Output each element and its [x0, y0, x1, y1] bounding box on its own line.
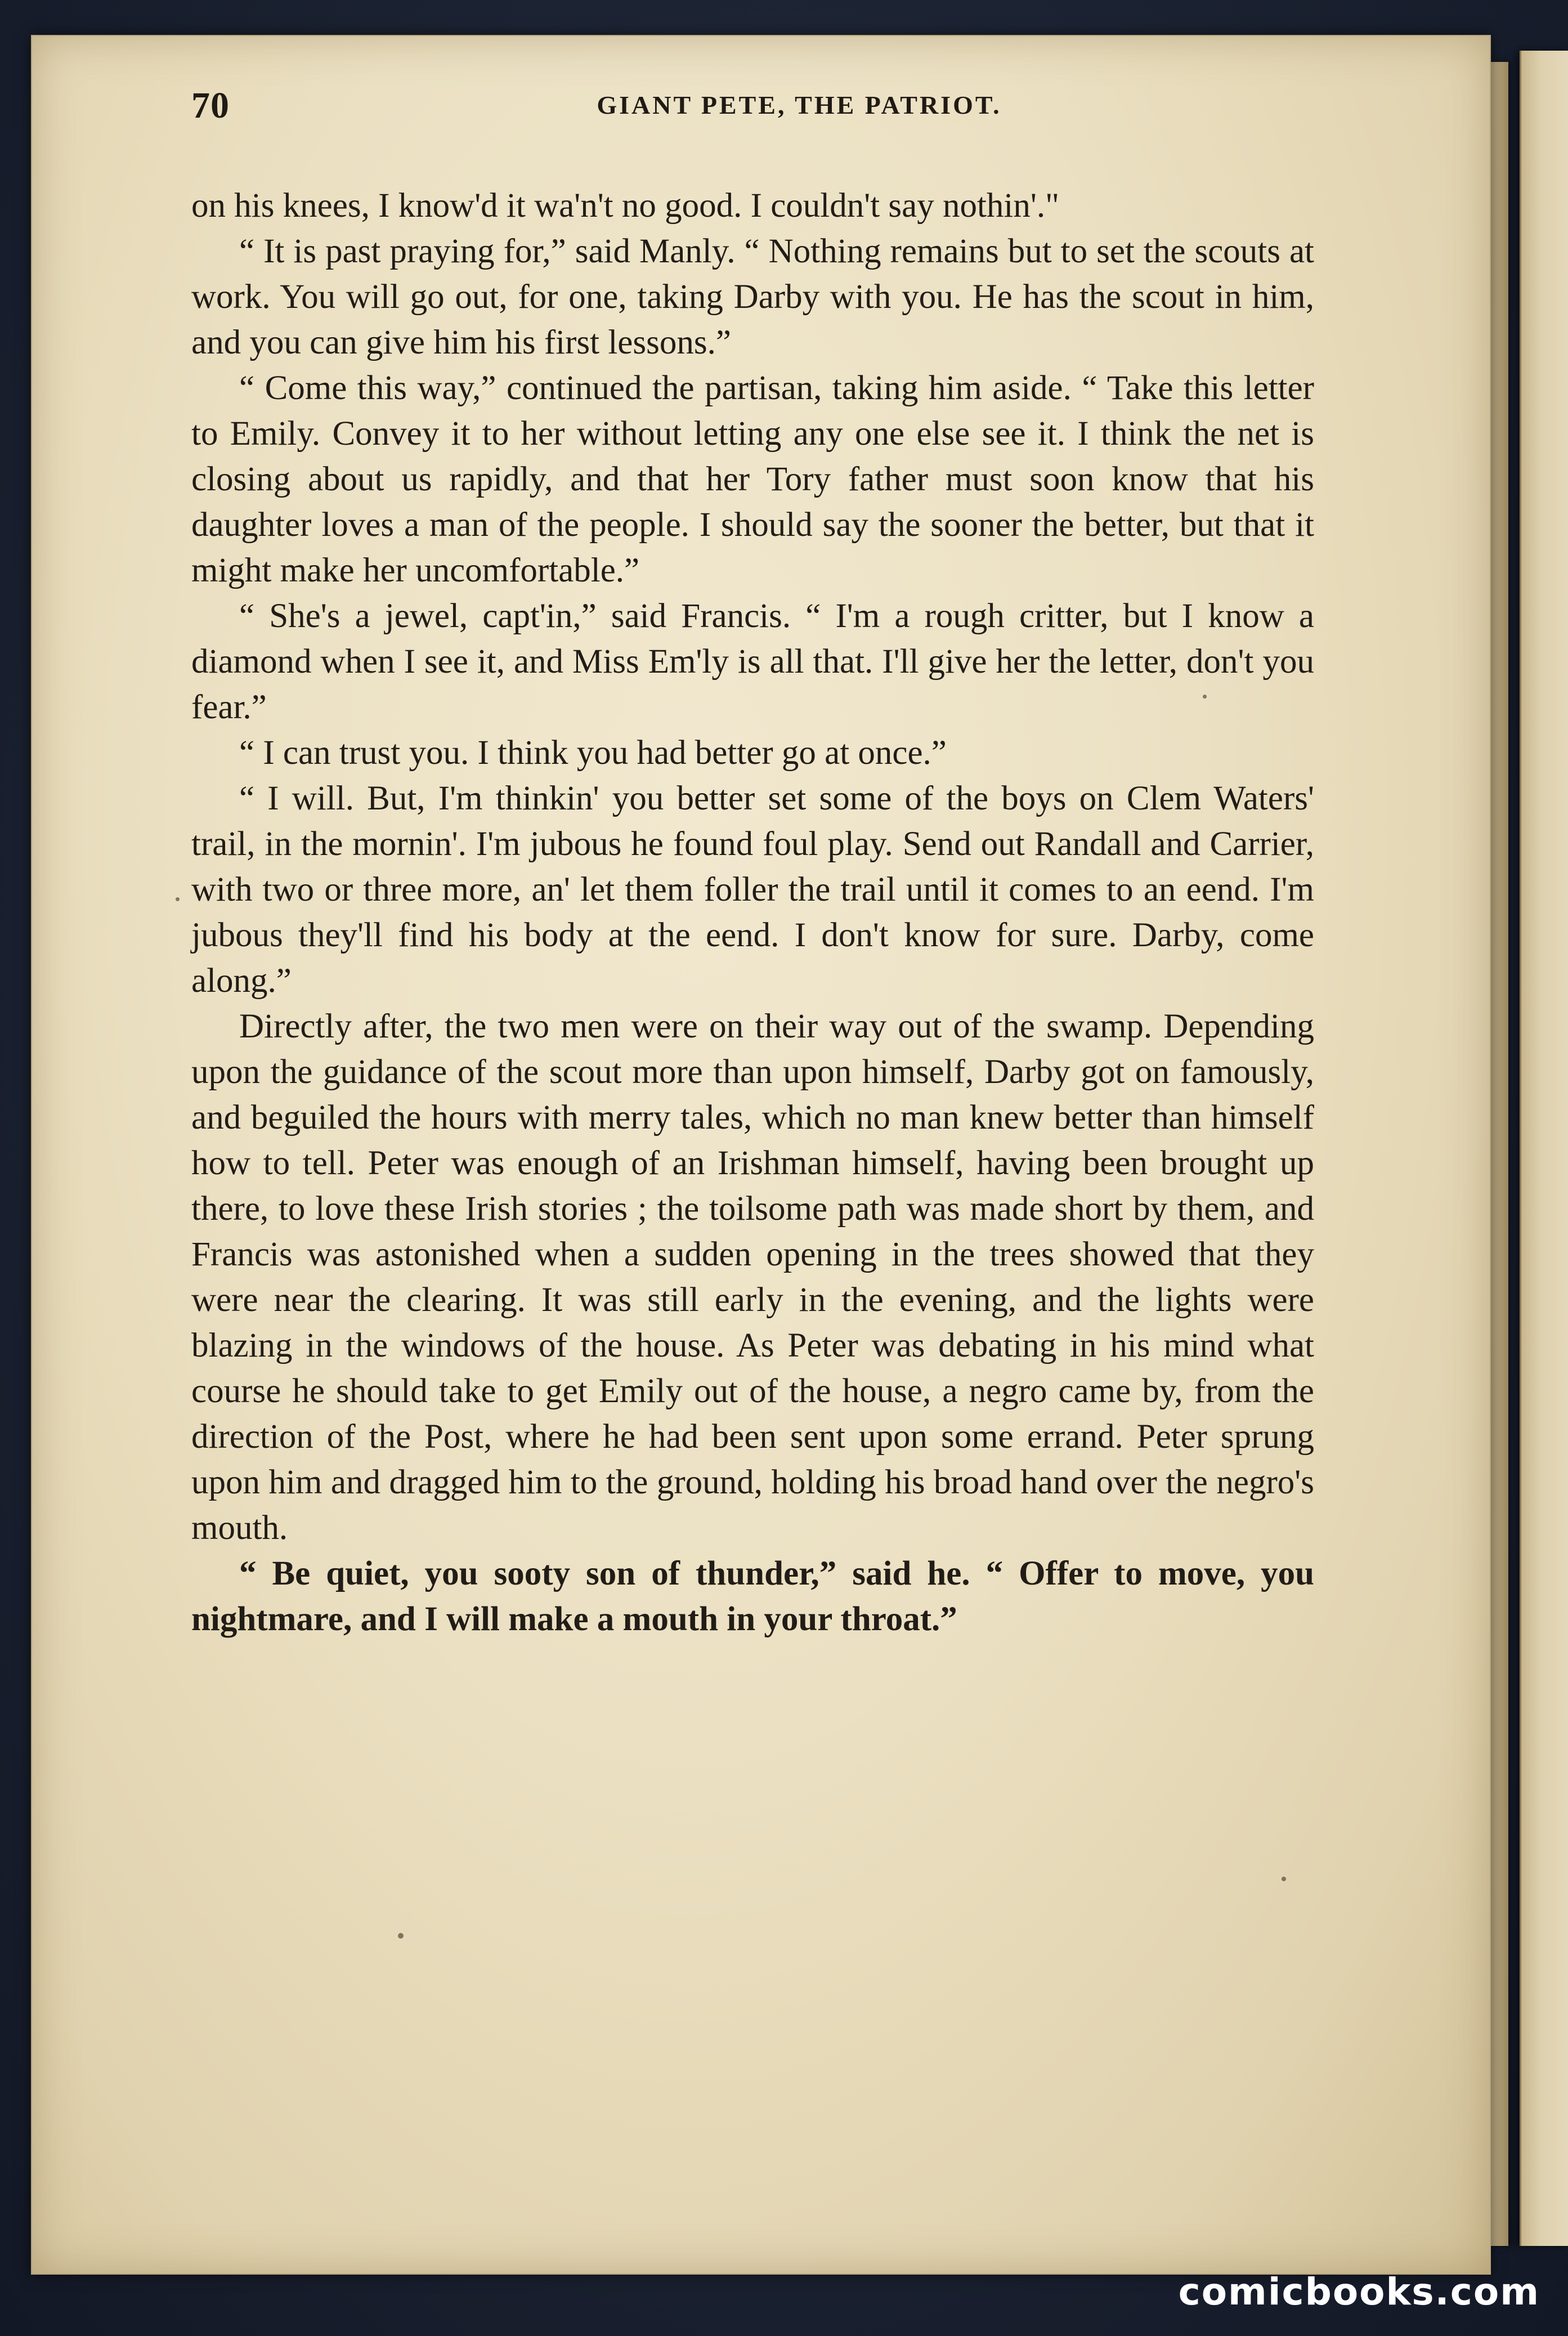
running-head — [191, 84, 1311, 129]
paragraph: “ Be quiet, you sooty son of thunder,” said he. “ Offer to move, you nightmare, and I will make a mouth in your throat.” — [191, 1555, 1314, 1638]
paper-speck — [398, 1933, 404, 1939]
paragraph: “ Come this way,” continued the partisan, taking him aside. “ Take this letter to Emily. Convey it to her without letting any one else see it. I think the net is closing about us rapidly, and that her Tory father must soon know that his daughter loves a man of the people. I should say the sooner the better, but that it might make her uncomfortable.” — [191, 369, 1314, 589]
site-watermark: comicbooks.com — [1178, 2270, 1540, 2313]
paper-speck — [1282, 1877, 1286, 1881]
running-title: GIANT PETE, THE PATRIOT. — [597, 91, 1002, 119]
paragraph: Directly after, the two men were on their way out of the swamp. Depending upon the guidance of the scout more than upon himself, Darby got on famously, and beguiled the hours with merry tales, which no man knew better than himself how to tell. Peter was enough of an Irishman himself, having been brought up there, to love these Irish stories ; the toilsome path was made short by them, and Francis was astonished when a sudden opening in the trees showed that they were near the clearing. It was still early in the evening, and the lights were blazing in the windows of the house. As Peter was debating in his mind what course he should take to get Emily out of the house, a negro came by, from the direction of the Post, where he had been sent upon some errand. Peter sprung upon him and dragged him to the ground, holding his broad hand over the negro's mouth. — [191, 1008, 1314, 1547]
paragraph: “ It is past praying for,” said Manly. “ Nothing remains but to set the scouts at work. You will go out, for one, taking Darby with you. He has the scout in him, and you can give him his first lessons.” — [191, 232, 1314, 361]
paragraph: on his knees, I know'd it wa'n't no good. I couldn't say nothin'." — [191, 187, 1060, 225]
facing-page-edge — [1520, 51, 1568, 2246]
page-number: 70 — [191, 85, 230, 126]
body-text — [191, 183, 1314, 1642]
paragraph: “ I can trust you. I think you had better go at once.” — [239, 734, 947, 772]
paper-speck — [176, 897, 180, 901]
paragraph: “ She's a jewel, capt'in,” said Francis. “ I'm a rough critter, but I know a diamond when I see it, and Miss Em'ly is all that. I'll give her the letter, don't you fear.” — [191, 597, 1314, 726]
paragraph: “ I will. But, I'm thinkin' you better set some of the boys on Clem Waters' trail, in the mornin'. I'm jubous he found foul play. Send out Randall and Carrier, with two or three more, an' let them foller the trail until it comes to an eend. I'm jubous they'll find his body at the eend. I don't know for sure. Darby, come along.” — [191, 780, 1314, 1000]
